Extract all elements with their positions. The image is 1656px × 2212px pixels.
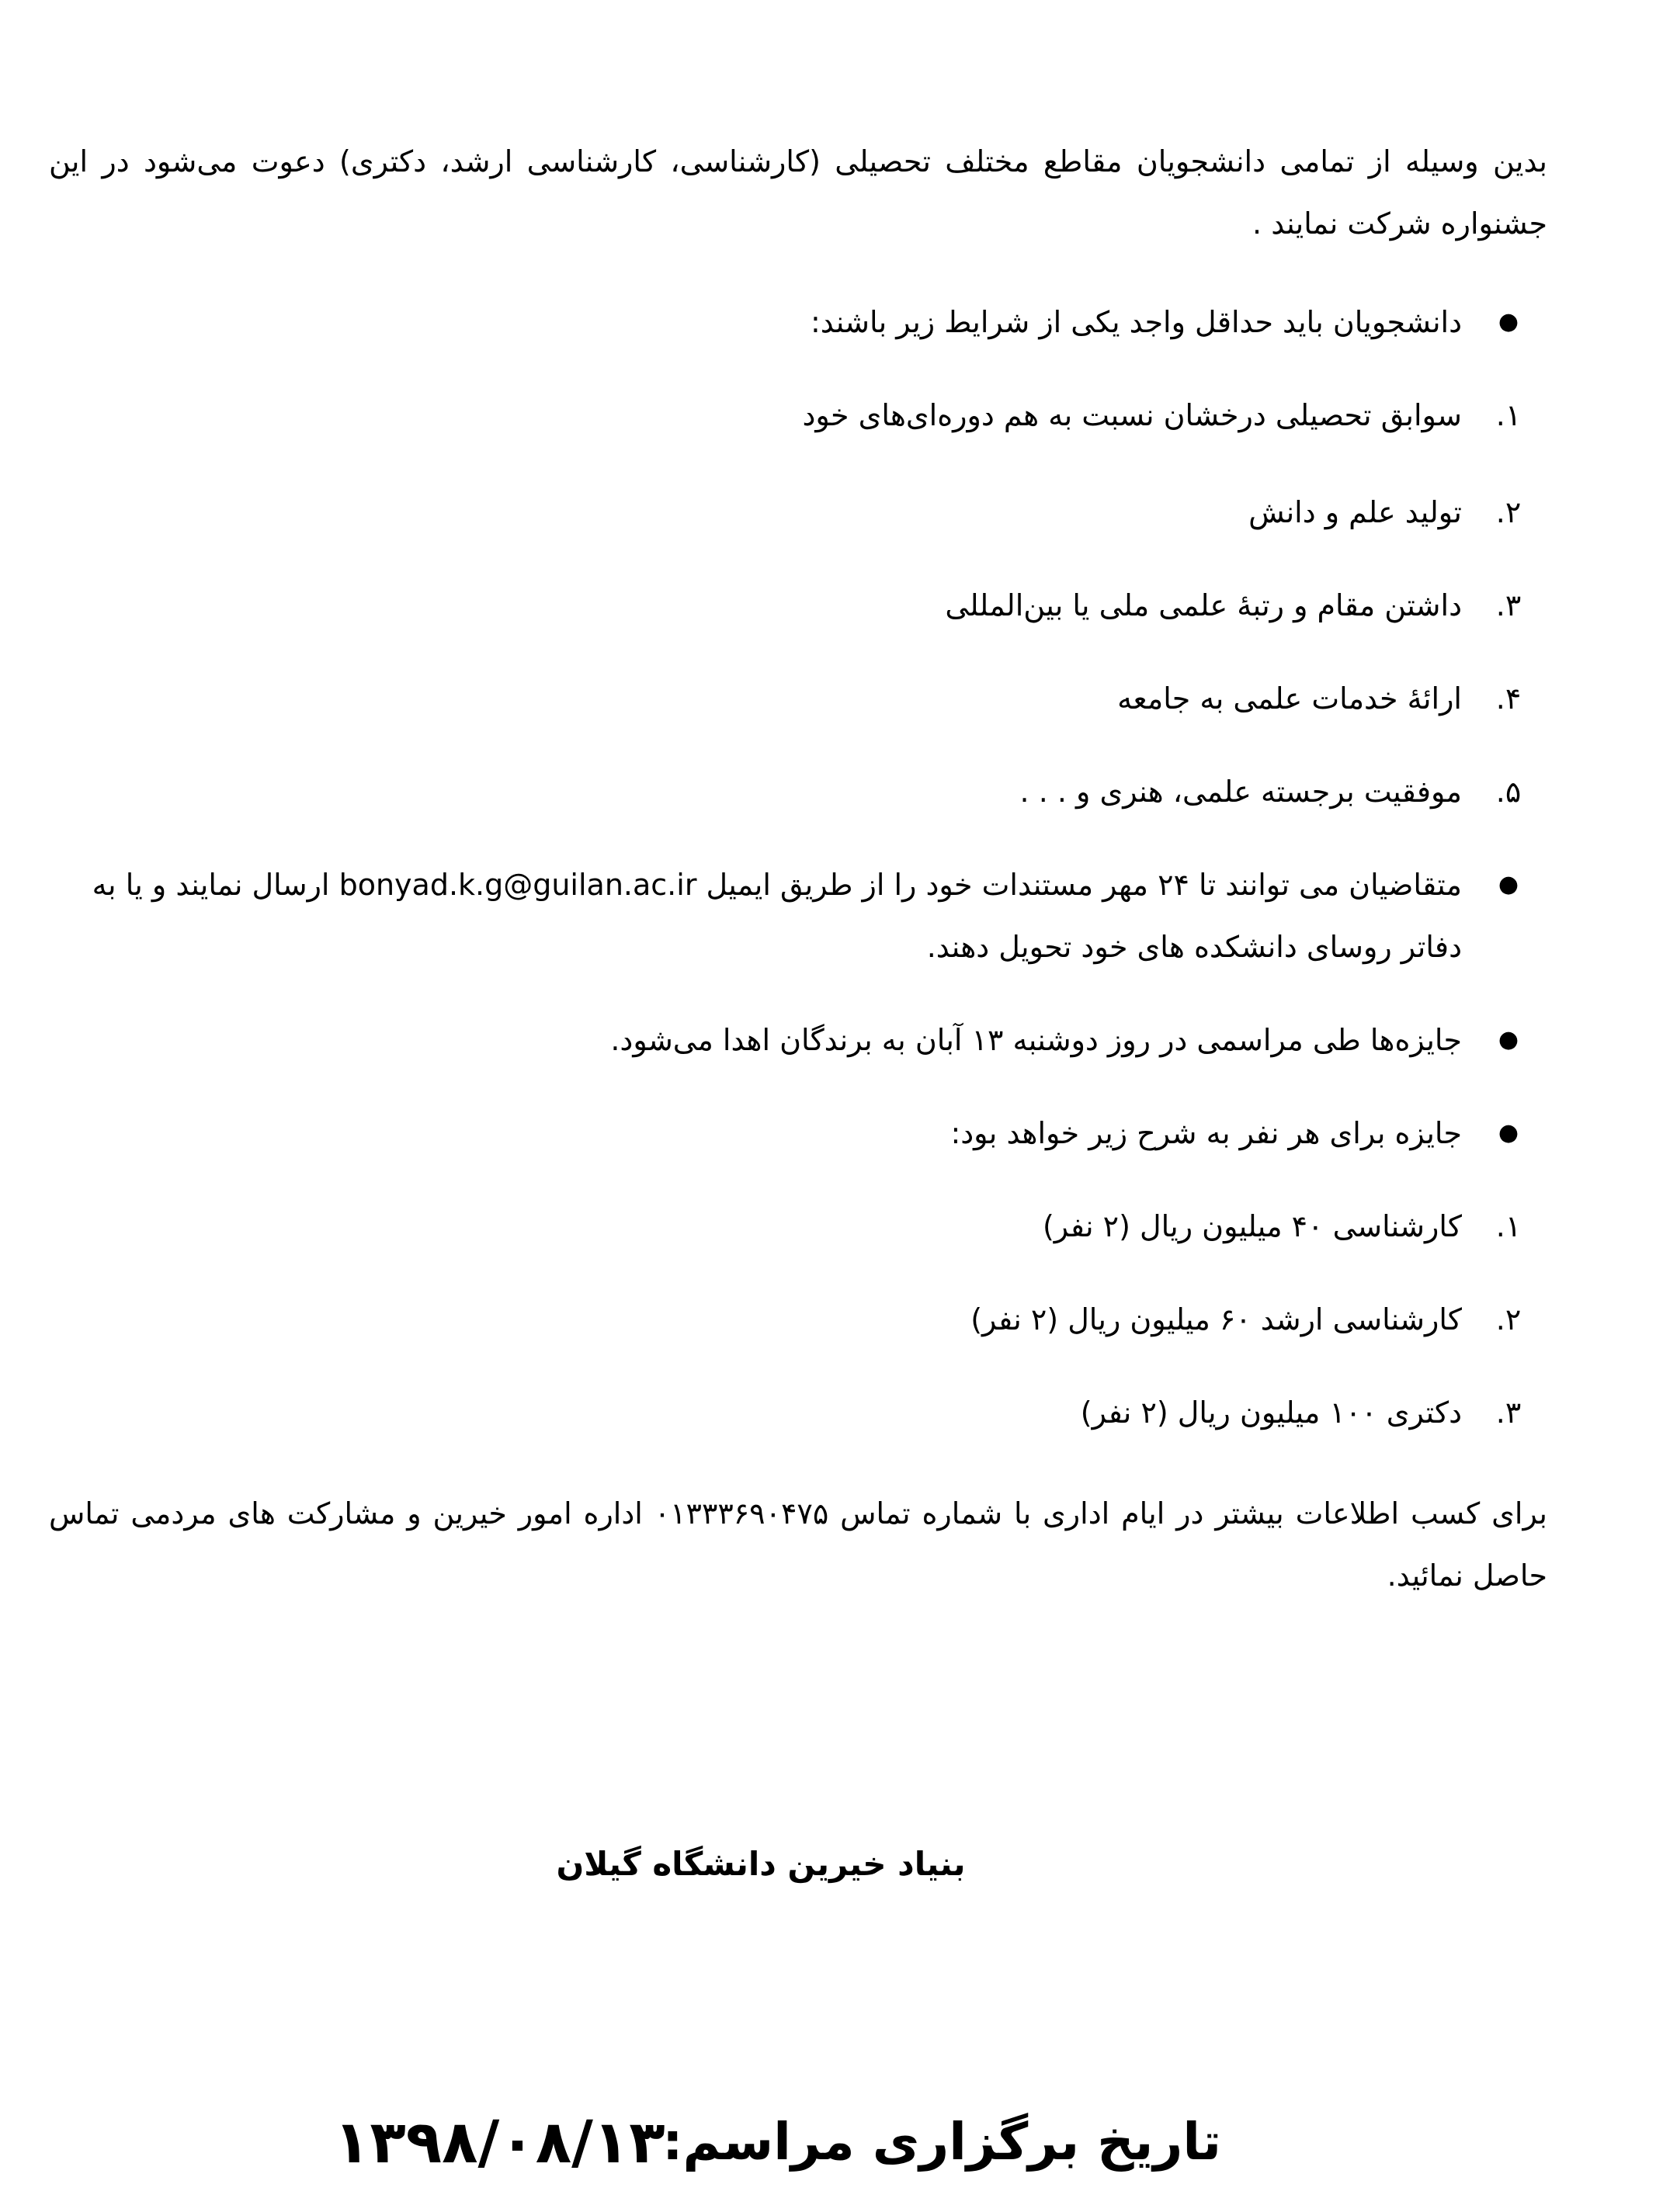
prizes-heading-text: جایزه برای هر نفر به شرح زیر خواهد بود: (950, 1116, 1462, 1150)
ceremony-date-label: تاریخ برگزاری مراسم: (662, 2112, 1221, 2172)
requirement-item (802, 384, 1532, 446)
requirement-item (1117, 667, 1532, 730)
requirement-text: تولید علم و دانش (1248, 495, 1462, 529)
ceremony-text: جایزه‌ها طی مراسمی در روز دوشنبه ۱۳ آبان به برندگان اهدا می‌شود. (610, 1023, 1462, 1057)
requirement-item (1020, 761, 1532, 823)
bullet-icon: ● (1498, 1026, 1519, 1053)
intro-paragraph: بدین وسیله از تمامی دانشجویان مقاطع مختلف تحصیلی (کارشناسی، کارشناسی ارشد، دکتری) دعوت می‌شود در این جشنواره شرکت نمایند . (49, 144, 1547, 241)
ceremony-date-value: ۱۳۹۸/۰۸/۱۳ (334, 2107, 665, 2176)
list-number: ۳. (1495, 588, 1522, 622)
ceremony-item (610, 1009, 1532, 1071)
ceremony-date (0, 2099, 1656, 2185)
requirement-item (1248, 481, 1532, 543)
list-number: ۵. (1495, 775, 1522, 809)
submission-text (57, 854, 1485, 978)
prize-text: کارشناسی ۴۰ میلیون ریال (۲ نفر) (1042, 1209, 1462, 1243)
prize-item (1081, 1382, 1532, 1444)
submission-item (57, 854, 1532, 978)
submission-after-email: ارسال نمایند و یا به دفاتر روسای دانشکده های خود تحویل دهند. (92, 868, 1462, 964)
submission-before-email: متقاضیان می توانند تا ۲۴ مهر مستندات خود را از طریق ایمیل (706, 868, 1462, 902)
prize-item (1043, 1195, 1532, 1257)
prize-text: دکتری ۱۰۰ میلیون ریال (۲ نفر) (1080, 1396, 1462, 1430)
list-number: ۲. (1495, 495, 1522, 529)
list-number: ۴. (1495, 681, 1522, 716)
requirement-item (945, 574, 1532, 636)
list-number: ۱. (1495, 1209, 1522, 1243)
list-number: ۲. (1495, 1302, 1522, 1337)
organization-name: بنیاد خیرین دانشگاه گیلان (556, 1845, 966, 1883)
list-number: ۱. (1495, 398, 1522, 432)
requirement-text: ارائهٔ خدمات علمی به جامعه (1117, 681, 1462, 716)
prizes-heading (950, 1102, 1532, 1164)
prize-text: کارشناسی ارشد ۶۰ میلیون ریال (۲ نفر) (970, 1302, 1462, 1337)
requirement-text: موفقیت برجسته علمی، هنری و . . . (1019, 775, 1462, 809)
requirement-text: داشتن مقام و رتبهٔ علمی ملی یا بین‌المللی (945, 588, 1462, 622)
email-address: bonyad.k.g@guilan.ac.ir (338, 868, 697, 902)
requirements-heading (811, 291, 1532, 353)
list-number: ۳. (1495, 1396, 1522, 1430)
contact-paragraph: برای کسب اطلاعات بیشتر در ایام اداری با شماره تماس ۰۱۳۳۳۶۹۰۴۷۵ اداره امور خیرین و مشارکت های مردمی تماس حاصل نمائید. (49, 1496, 1547, 1593)
bullet-icon: ● (1498, 871, 1519, 898)
requirement-text: سوابق تحصیلی درخشان نسبت به هم دوره‌ای‌های خود (802, 398, 1462, 432)
requirements-heading-text: دانشجویان باید حداقل واجد یکی از شرایط زیر باشند: (810, 305, 1462, 339)
prize-item (970, 1288, 1532, 1350)
bullet-icon: ● (1498, 1119, 1519, 1146)
bullet-icon: ● (1498, 308, 1519, 335)
